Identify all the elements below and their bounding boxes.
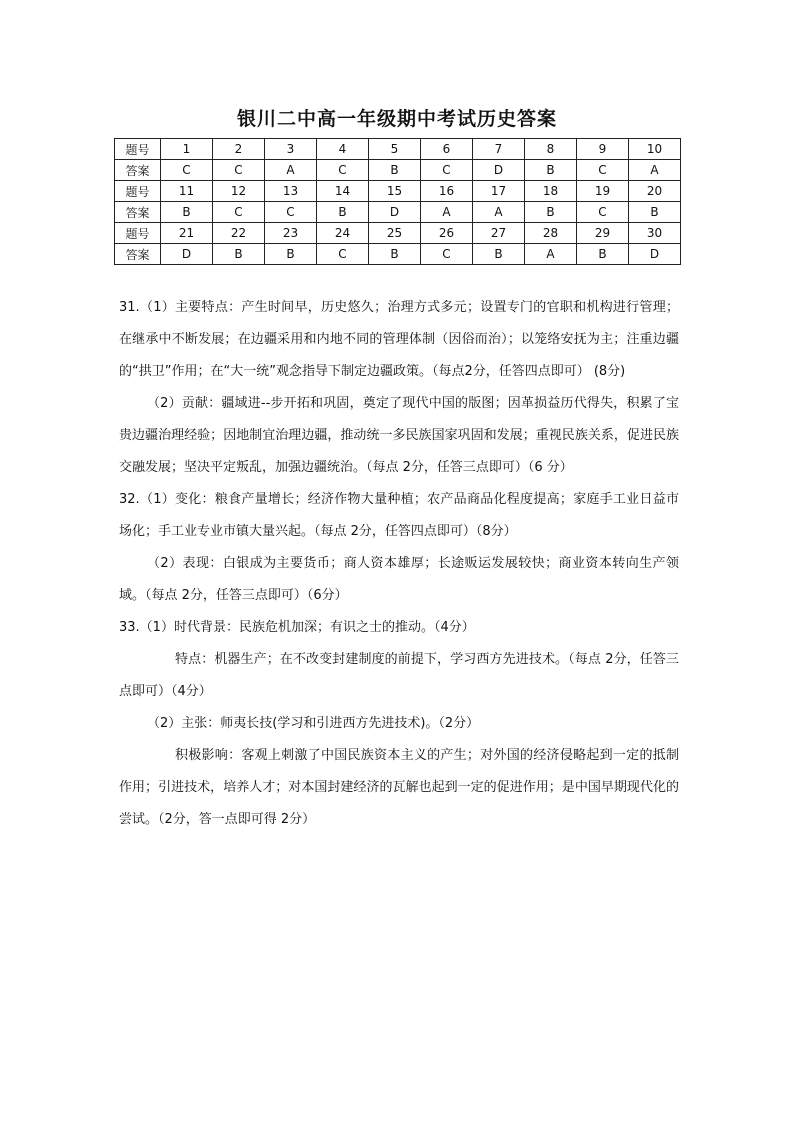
table-cell: B <box>629 202 681 223</box>
table-row <box>115 202 681 223</box>
table-cell: 23 <box>265 223 317 244</box>
table-cell: C <box>421 160 473 181</box>
row-label: 题号 <box>115 139 161 160</box>
table-cell: 9 <box>577 139 629 160</box>
table-cell: C <box>213 160 265 181</box>
table-cell: 3 <box>265 139 317 160</box>
table-cell: D <box>473 160 525 181</box>
row-label: 答案 <box>115 244 161 265</box>
answer-paragraph: 31.（1）主要特点：产生时间早，历史悠久；治理方式多元；设置专门的官职和机构进行管理；在继承中不断发展；在边疆采用和内地不同的管理体制（因俗而治）；以笼络安抚为主；注重边疆的“拱卫”作用；在“大一统”观念指导下制定边疆政策。（每点2分，任答四点即可） (8分) <box>119 300 679 379</box>
answer-paragraph: （2）主张：师夷长技(学习和引进西方先进技术)。（2分） <box>147 716 480 731</box>
table-cell: C <box>317 244 369 265</box>
table-cell: A <box>421 202 473 223</box>
table-cell: 7 <box>473 139 525 160</box>
table-cell: A <box>525 244 577 265</box>
table-cell: B <box>161 202 213 223</box>
table-cell: 18 <box>525 181 577 202</box>
table-cell: 6 <box>421 139 473 160</box>
table-cell: D <box>629 244 681 265</box>
table-cell: 10 <box>629 139 681 160</box>
table-cell: 28 <box>525 223 577 244</box>
table-cell: 19 <box>577 181 629 202</box>
table-cell: 17 <box>473 181 525 202</box>
table-cell: B <box>369 244 421 265</box>
table-cell: 8 <box>525 139 577 160</box>
table-cell: 26 <box>421 223 473 244</box>
table-cell: D <box>161 244 213 265</box>
answer-explanations <box>119 292 679 836</box>
table-cell: C <box>161 160 213 181</box>
row-label: 答案 <box>115 160 161 181</box>
table-cell: B <box>473 244 525 265</box>
table-cell: 27 <box>473 223 525 244</box>
table-cell: C <box>577 202 629 223</box>
table-cell: A <box>629 160 681 181</box>
table-cell: 29 <box>577 223 629 244</box>
table-cell: A <box>265 160 317 181</box>
answer-paragraph: 特点：机器生产；在不改变封建制度的前提下，学习西方先进技术。（每点 2分，任答三点即可）（4分） <box>119 652 679 699</box>
table-cell: 24 <box>317 223 369 244</box>
row-label: 题号 <box>115 223 161 244</box>
answer-table-body <box>115 139 681 265</box>
table-cell: 12 <box>213 181 265 202</box>
table-cell: 16 <box>421 181 473 202</box>
answer-paragraph: 积极影响：客观上刺激了中国民族资本主义的产生；对外国的经济侵略起到一定的抵制作用；引进技术，培养人才；对本国封建经济的瓦解也起到一定的促进作用；是中国早期现代化的尝试。（2分，答一点即可得 2分） <box>119 748 679 827</box>
row-label: 答案 <box>115 202 161 223</box>
table-cell: B <box>525 202 577 223</box>
table-cell: A <box>473 202 525 223</box>
answer-paragraph: （2）表现：白银成为主要货币；商人资本雄厚；长途贩运发展较快；商业资本转向生产领域。（每点 2分，任答三点即可）（6分） <box>119 556 679 603</box>
answer-paragraph: 32.（1）变化：粮食产量增长；经济作物大量种植；农产品商品化程度提高；家庭手工业日益市场化；手工业专业市镇大量兴起。（每点 2分，任答四点即可）（8分） <box>119 492 679 539</box>
table-row <box>115 139 681 160</box>
table-cell: C <box>265 202 317 223</box>
page-title: 银川二中高一年级期中考试历史答案 <box>236 108 557 130</box>
table-cell: 5 <box>369 139 421 160</box>
table-cell: B <box>317 202 369 223</box>
table-cell: 20 <box>629 181 681 202</box>
table-cell: C <box>213 202 265 223</box>
table-row <box>115 181 681 202</box>
table-cell: D <box>369 202 421 223</box>
table-cell: B <box>525 160 577 181</box>
answer-paragraph: （2）贡献：疆域进--步开拓和巩固，奠定了现代中国的版图；因革损益历代得失，积累了宝贵边疆治理经验；因地制宜治理边疆，推动统一多民族国家巩固和发展；重视民族关系，促进民族交融发展；坚决平定叛乱，加强边疆统治。（每点 2分，任答三点即可）（6 分） <box>119 396 679 475</box>
answer-paragraph: 33.（1）时代背景：民族危机加深；有识之士的推动。（4分） <box>119 620 475 635</box>
table-cell: 11 <box>161 181 213 202</box>
row-label: 题号 <box>115 181 161 202</box>
table-cell: 21 <box>161 223 213 244</box>
table-row <box>115 223 681 244</box>
table-cell: C <box>421 244 473 265</box>
table-row <box>115 160 681 181</box>
table-cell: 1 <box>161 139 213 160</box>
answer-table <box>114 138 681 265</box>
table-cell: C <box>577 160 629 181</box>
table-row <box>115 244 681 265</box>
table-cell: 25 <box>369 223 421 244</box>
table-cell: 2 <box>213 139 265 160</box>
table-cell: 15 <box>369 181 421 202</box>
table-cell: B <box>213 244 265 265</box>
table-cell: 4 <box>317 139 369 160</box>
table-cell: B <box>265 244 317 265</box>
table-cell: B <box>577 244 629 265</box>
table-cell: 13 <box>265 181 317 202</box>
table-cell: 14 <box>317 181 369 202</box>
table-cell: C <box>317 160 369 181</box>
table-cell: 30 <box>629 223 681 244</box>
table-cell: 22 <box>213 223 265 244</box>
table-cell: B <box>369 160 421 181</box>
